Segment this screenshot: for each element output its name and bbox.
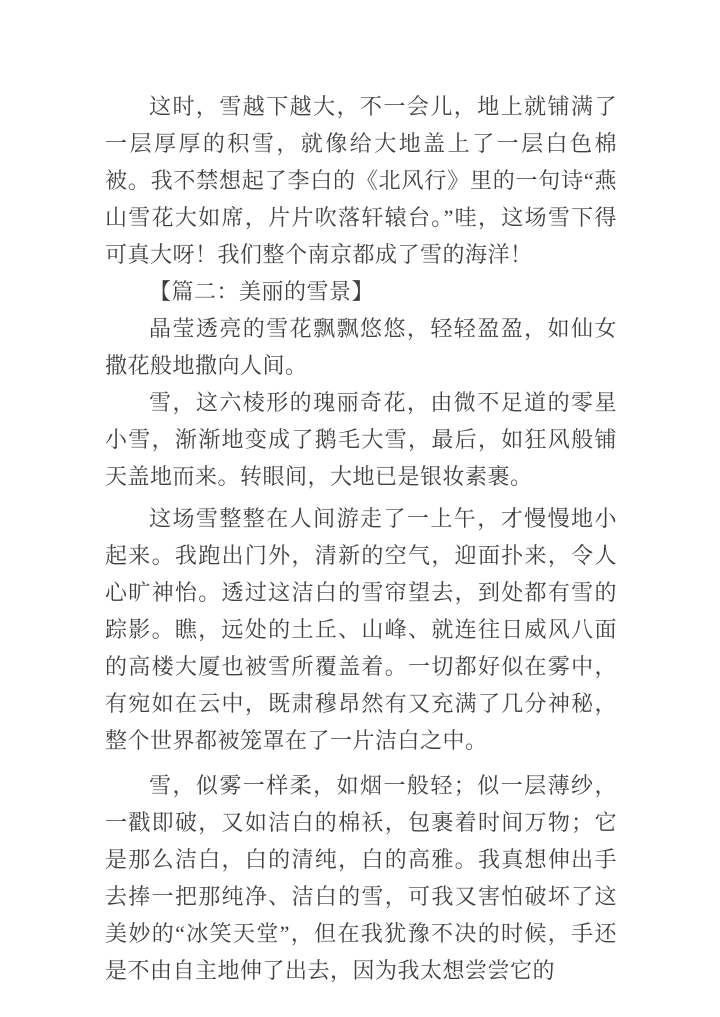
paragraph: 雪，似雾一样柔，如烟一般轻；似一层薄纱，一戳即破，又如洁白的棉袄，包裹着时间万物；它是那么洁白，白的清纯，白的高雅。我真想伸出手去捧一把那纯净、洁白的雪，可我又害怕破坏了这美妙的“冰笑天堂”，但在我犹豫不决的时候，手还是不由自主地伸了出去，因为我太想尝尝它的: [105, 773, 617, 983]
paragraph: 雪，这六棱形的瑰丽奇花，由微不足道的零星小雪，渐渐地变成了鹅毛大雪，最后，如狂风般铺天盖地而来。转眼间，大地已是银妆素裹。: [105, 390, 617, 489]
document-text-block: [105, 88, 617, 989]
paragraph: 这时，雪越下越大，不一会儿，地上就铺满了一层厚厚的积雪，就像给大地盖上了一层白色棉被。我不禁想起了李白的《北风行》里的一句诗“燕山雪花大如席，片片吹落轩辕台。”哇，这场雪下得可真大呀！我们整个南京都成了雪的海洋！: [105, 94, 617, 267]
paragraph: 这场雪整整在人间游走了一上午，才慢慢地小起来。我跑出门外，清新的空气，迎面扑来，令人心旷神怡。透过这洁白的雪帘望去，到处都有雪的踪影。瞧，远处的土丘、山峰、就连往日威风八面的高楼大厦也被雪所覆盖着。一切都好似在雾中，有宛如在云中，既肃穆昂然有又充满了几分神秘，整个世界都被笼罩在了一片洁白之中。: [105, 506, 617, 753]
section-heading: 【篇二：美丽的雪景】: [149, 279, 375, 304]
paragraph: 晶莹透亮的雪花飘飘悠悠，轻轻盈盈，如仙女撒花般地撒向人间。: [105, 316, 617, 378]
